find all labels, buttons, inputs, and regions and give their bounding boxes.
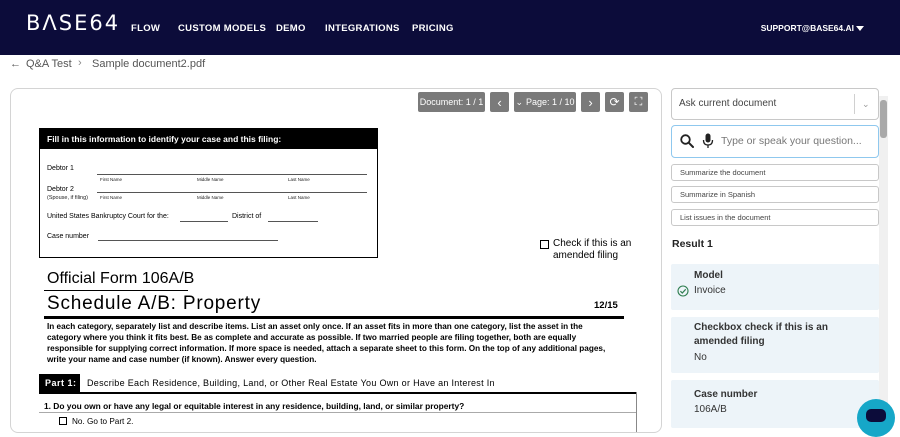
search-icon xyxy=(680,134,694,148)
question-input-placeholder: Type or speak your question... xyxy=(721,135,862,147)
title-rule xyxy=(44,316,624,319)
form-underline xyxy=(44,290,188,291)
microphone-icon[interactable] xyxy=(702,133,714,149)
question-rule xyxy=(39,412,637,413)
breadcrumb-current: Sample document2.pdf xyxy=(92,58,206,70)
q1-no-label: No. Go to Part 2. xyxy=(72,417,134,426)
result-title: Result 1 xyxy=(672,238,713,250)
amended-label-2: amended filing xyxy=(553,250,619,261)
result-value: No xyxy=(694,352,707,363)
q1-no-checkbox[interactable] xyxy=(59,417,67,425)
next-page-button[interactable]: › xyxy=(581,92,600,112)
pdf-page xyxy=(36,124,646,428)
part-rule xyxy=(39,392,637,394)
court-label: United States Bankruptcy Court for the: xyxy=(47,213,169,220)
debtor1-label: Debtor 1 xyxy=(47,165,74,172)
nav-link-integrations[interactable]: INTEGRATIONS xyxy=(325,23,400,34)
debtor2-line xyxy=(97,192,367,193)
result-value: Invoice xyxy=(694,285,726,296)
pdf-right-border xyxy=(636,392,637,432)
nav-link-flow[interactable]: FLOW xyxy=(131,23,161,34)
district-line xyxy=(268,221,318,222)
case-number-label: Case number xyxy=(47,233,90,240)
nav-link-pricing[interactable]: PRICING xyxy=(412,23,454,34)
suggestion-summarize[interactable]: Summarize the document xyxy=(671,164,879,181)
instructions-line-3: responsible for supplying correct information. If more space is needed, attach a separate sheet to this form. On the top of any additional pages, xyxy=(47,344,606,353)
result-value: 106A/B xyxy=(694,404,727,415)
middle-name-label: Middle Name xyxy=(197,177,224,182)
part-label: Part 1: xyxy=(45,378,77,388)
result-label: Model xyxy=(694,270,723,281)
suggestion-summarize-spanish[interactable]: Summarize in Spanish xyxy=(671,186,879,203)
debtor1-line xyxy=(97,174,367,175)
court-line xyxy=(180,221,228,222)
first-name-label-2: First Name xyxy=(100,195,123,200)
document-selector-button[interactable]: Document: 1 / 1 xyxy=(418,92,485,112)
part-title: Describe Each Residence, Building, Land, or Other Real Estate You Own or Have an Interest In xyxy=(87,378,495,388)
first-name-label: First Name xyxy=(100,177,123,182)
last-name-label-2: Last Name xyxy=(288,195,310,200)
panel-scrollbar[interactable] xyxy=(879,96,888,428)
page-selector-button[interactable] xyxy=(514,92,576,112)
amended-label-1: Check if this is an xyxy=(553,238,632,249)
instructions-line-4: write your name and case number (if known). Answer every question. xyxy=(47,355,317,364)
logo[interactable]: BΛSE64 xyxy=(26,11,121,35)
back-arrow-icon[interactable]: ← xyxy=(10,58,21,70)
fullscreen-icon[interactable]: ⛶ xyxy=(629,92,648,112)
select-separator xyxy=(854,94,855,114)
result-card-model xyxy=(671,264,879,310)
nav-link-demo[interactable]: DEMO xyxy=(276,23,306,34)
result-label: Case number xyxy=(694,389,758,400)
district-label: District of xyxy=(232,213,262,220)
chat-icon xyxy=(866,409,886,422)
nav-link-custom-models[interactable]: CUSTOM MODELS xyxy=(178,23,267,34)
account-caret-icon[interactable] xyxy=(856,26,864,31)
top-navbar xyxy=(0,0,900,55)
spouse-label: (Spouse, if filing) xyxy=(47,195,88,201)
form-date: 12/15 xyxy=(594,300,618,311)
result-label: Checkbox check if this is an amended filing xyxy=(694,322,828,347)
account-menu[interactable]: SUPPORT@BASE64.AI xyxy=(760,23,854,33)
rotate-icon[interactable]: ⟳ xyxy=(605,92,624,112)
form-number: Official Form 106A/B xyxy=(47,270,195,287)
instructions-line-2: category where you think it fits best. Be as complete and accurate as possible. If two married people are filing together, both are equally xyxy=(47,333,577,342)
breadcrumb-parent[interactable]: Q&A Test xyxy=(26,58,72,70)
page-indicator: Page: 1 / 10 xyxy=(526,97,575,107)
chevron-down-icon[interactable]: ⌄ xyxy=(862,99,870,109)
result-card-case-number xyxy=(671,380,879,428)
schedule-title: Schedule A/B: Property xyxy=(47,293,262,314)
last-name-label: Last Name xyxy=(288,177,310,182)
case-info-title: Fill in this information to identify your case and this filing: xyxy=(40,129,377,149)
amended-checkbox[interactable] xyxy=(540,240,549,249)
result-card-checkbox xyxy=(671,317,879,373)
case-info-box xyxy=(39,128,378,258)
instructions-line-1: In each category, separately list and describe items. List an asset only once. If an asset fits in more than one category, list the asset in the xyxy=(47,322,583,331)
debtor2-label: Debtor 2 xyxy=(47,186,74,193)
prev-page-button[interactable]: ‹ xyxy=(490,92,509,112)
breadcrumb-separator-icon: › xyxy=(78,57,82,69)
check-circle-icon xyxy=(677,285,689,297)
panel-scrollbar-thumb[interactable] xyxy=(880,100,887,138)
ask-document-select[interactable]: Ask current document xyxy=(671,88,879,120)
question-1: 1. Do you own or have any legal or equitable interest in any residence, building, land, or similar property? xyxy=(44,401,465,411)
suggestion-list-issues[interactable]: List issues in the document xyxy=(671,209,879,226)
chevron-down-icon: ⌄ xyxy=(515,96,523,107)
case-number-line xyxy=(98,240,278,241)
middle-name-label-2: Middle Name xyxy=(197,195,224,200)
